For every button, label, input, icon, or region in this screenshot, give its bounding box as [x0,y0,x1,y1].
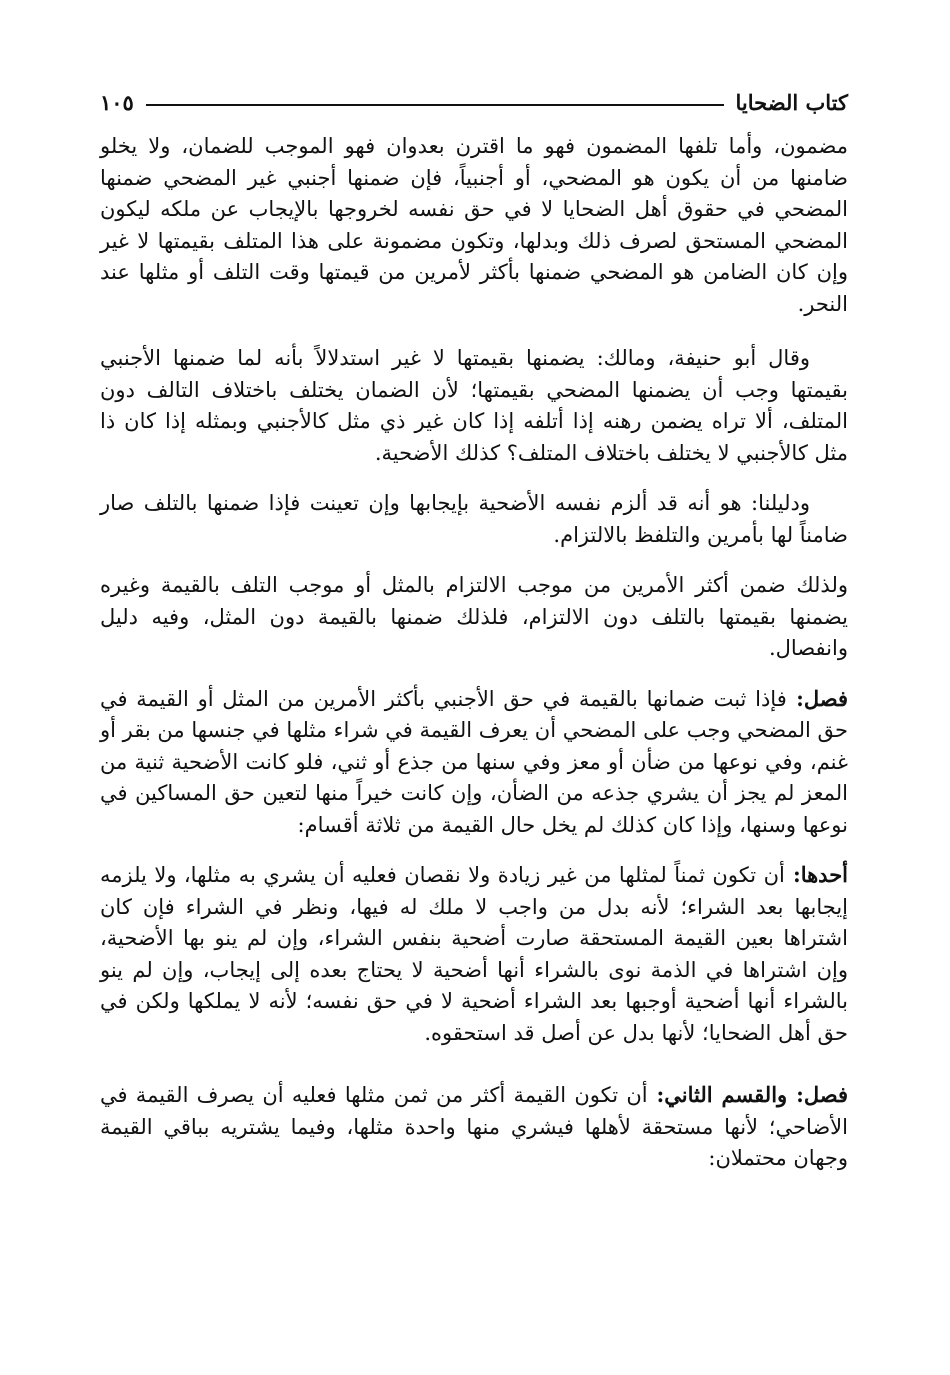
paragraph-text: مضمون، وأما تلفها المضمون فهو ما اقترن بعدوان فهو الموجب للضمان، ولا يخلو ضامنها من أن يكون هو المضحي، أو أجنبياً، فإن ضمنها أجنبي غير المضحي ضمنها المضحي في حقوق أهل الضحايا لا في حق نفسه لخروجها بالإيجاب عن ملكه ليكون المضحي المستحق لصرف ذلك وبدلها، وتكون مضمونة على هذا المتلف بقيمتها لا غير وإن كان الضامن هو المضحي ضمنها بأكثر لأمرين من قيمتها وقت التلف أو مثلها عند النحر. [100,134,848,316]
section-paragraph [100,683,848,842]
paragraph-text: ودليلنا: هو أنه قد ألزم نفسه الأضحية بإيجابها وإن تعينت فإذا ضمنها بالتلف صار ضامناً لها بأمرين والتلفظ بالالتزام. [100,491,848,547]
section-paragraph [100,1079,848,1175]
paragraph [100,342,848,469]
header-rule [146,104,724,106]
section-lead: أحدها: [784,862,849,887]
paragraph [100,130,848,320]
paragraph-text: وقال أبو حنيفة، ومالك: يضمنها بقيمتها لا غير استدلالاً بأنه لما ضمنها الأجنبي بقيمتها وجب أن يضمنها المضحي بقيمتها؛ لأن الضمان يختلف باختلاف التالف دون المتلف، ألا تراه يضمن رهنه إذا أتلفه إذا كان غير ذي مثل كالأجنبي وبمثله إذا كان ذا مثل كالأجنبي لا يختلف باختلاف المتلف؟ كذلك الأضحية. [100,346,848,465]
page-header [100,82,848,122]
paragraph-text: ولذلك ضمن أكثر الأمرين من موجب الالتزام بالمثل أو موجب التلف بالقيمة وغيره يضمنها بقيمتها بالتلف دون الالتزام، فلذلك ضمنها بالقيمة دون المثل، وفيه دليل وانفصال. [100,573,848,660]
paragraph-text: فإذا ثبت ضمانها بالقيمة في حق الأجنبي بأكثر الأمرين من المثل أو القيمة في حق المضحي وجب على المضحي أن يعرف القيمة في شراء مثلها في جنسها من بقر أو غنم، وفي نوعها من ضأن أو معز وفي سنها من جذع أو ثني، فلو كانت الأضحية ثنية من المعز لم يجز أن يشري جذعه من الضأن، وإن كانت خيراً منها لتعين حق المساكين في نوعها وسنها، وإذا كان كذلك لم يخل حال القيمة من ثلاثة أقسام: [100,686,848,837]
section-lead: فصل: والقسم الثاني: [647,1082,848,1107]
paragraph-text: أن تكون القيمة أكثر من ثمن مثلها فعليه أن يصرف القيمة في الأضاحي؛ لأنها مستحقة لأهلها فيشري منها واحدة مثلها، وفيما يشتريه بباقي القيمة وجهان محتملان: [100,1083,848,1170]
page-body [100,130,848,1175]
running-title: كتاب الضحايا [735,89,848,115]
paragraph [100,569,848,665]
section-lead: فصل: [786,685,848,711]
page-number: ١٠٥ [100,89,134,115]
section-paragraph [100,859,848,1049]
paragraph-text: أن تكون ثمناً لمثلها من غير زيادة ولا نقصان فعليه أن يشري به مثلها، ولا يلزمه إيجابها بعد الشراء؛ لأنه بدل من واجب لا ملك له فيها، ونظر في الشراء فإن كان اشتراها بعين القيمة المستحقة صارت أضحية بنفس الشراء، وإن لم ينو بها الأضحية، وإن اشتراها في الذمة نوى بالشراء أنها أضحية لا يحتاج بعده إلى إيجاب، وإن لم ينو بالشراء أنها أضحية أوجبها بعد الشراء أضحية لا في حق نفسه؛ لأنه لا يملكها ولكن في حق أهل الضحايا؛ لأنها بدل عن أصل قد استحقوه. [100,863,848,1045]
paragraph [100,487,848,551]
book-page [100,82,848,1193]
